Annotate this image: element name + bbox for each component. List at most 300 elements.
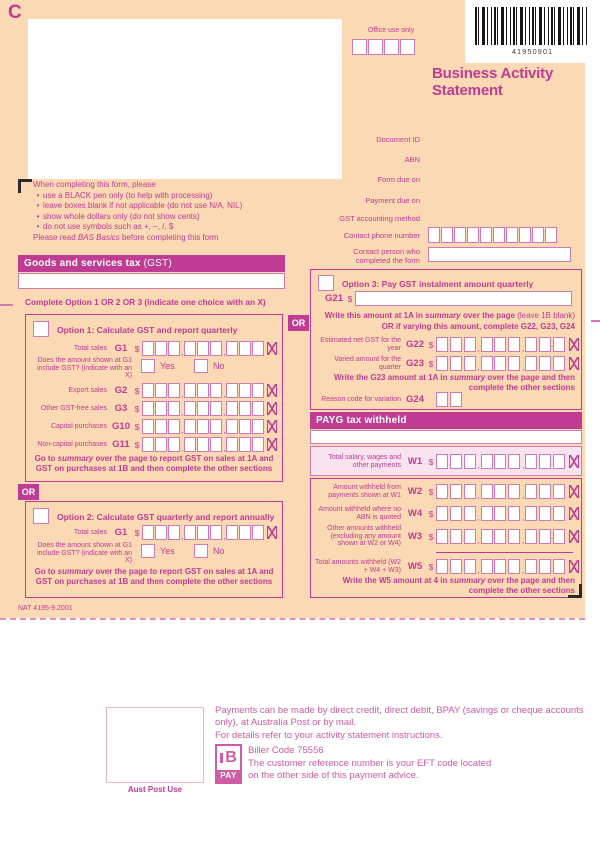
g1-label: Total sales bbox=[73, 344, 107, 352]
input-box[interactable] bbox=[481, 529, 493, 544]
input-box[interactable] bbox=[525, 559, 537, 574]
crn-line2: on the other side of this payment advice. bbox=[248, 770, 419, 781]
input-box[interactable] bbox=[239, 437, 251, 452]
option2-checkbox[interactable] bbox=[33, 508, 49, 524]
cents-crossed-icon bbox=[569, 357, 579, 370]
input-box[interactable] bbox=[467, 227, 479, 243]
input-box[interactable] bbox=[252, 419, 264, 434]
g2-code: G2 bbox=[114, 385, 128, 396]
input-box[interactable] bbox=[184, 525, 196, 540]
input-box[interactable] bbox=[210, 383, 222, 398]
comma-separator: , bbox=[477, 566, 480, 575]
input-box[interactable] bbox=[197, 383, 209, 398]
input-box[interactable] bbox=[197, 525, 209, 540]
g21-code: G21 bbox=[325, 293, 343, 304]
input-box[interactable] bbox=[210, 437, 222, 452]
instructions-footer: Please read BAS Basics before completing this form bbox=[33, 232, 219, 242]
option1-yes-choice bbox=[141, 359, 175, 373]
input-box[interactable] bbox=[226, 383, 238, 398]
dollar-sign: $ bbox=[428, 456, 434, 467]
g3-amount-input[interactable] bbox=[142, 401, 265, 416]
input-box[interactable] bbox=[464, 529, 476, 544]
input-box[interactable] bbox=[539, 484, 551, 499]
input-box[interactable] bbox=[464, 559, 476, 574]
input-box[interactable] bbox=[539, 559, 551, 574]
input-box[interactable] bbox=[519, 227, 531, 243]
input-box[interactable] bbox=[239, 419, 251, 434]
dollar-sign: $ bbox=[428, 339, 434, 350]
input-box[interactable] bbox=[239, 383, 251, 398]
input-box[interactable] bbox=[539, 454, 551, 469]
form-number: NAT 4195-9.2001 bbox=[18, 605, 73, 612]
input-box[interactable] bbox=[553, 506, 565, 521]
dollar-sign: $ bbox=[134, 385, 140, 396]
input-box[interactable] bbox=[494, 454, 506, 469]
bullet-text: do not use symbols such as +, −, /, $ bbox=[43, 222, 174, 232]
input-box[interactable] bbox=[493, 227, 505, 243]
payg-section-header: PAYG tax withheld bbox=[310, 412, 582, 429]
input-box[interactable] bbox=[252, 383, 264, 398]
option1-yes-checkbox[interactable] bbox=[141, 359, 155, 373]
page-title-line2: Statement bbox=[432, 82, 503, 99]
yes-label: Yes bbox=[160, 361, 175, 371]
w1-row bbox=[313, 453, 579, 470]
input-box[interactable] bbox=[441, 227, 453, 243]
comma-separator: , bbox=[477, 513, 480, 522]
g23-row bbox=[313, 355, 579, 372]
or-badge-middle: OR bbox=[288, 315, 309, 331]
option2-g1-code: G1 bbox=[114, 527, 128, 538]
input-box[interactable] bbox=[436, 454, 448, 469]
dollar-sign: $ bbox=[428, 531, 434, 542]
input-box[interactable] bbox=[155, 401, 167, 416]
comma-separator: , bbox=[223, 444, 226, 453]
perforation-line bbox=[0, 618, 585, 620]
option2-title: Option 2: Calculate GST quarterly and report annually bbox=[57, 512, 275, 522]
input-box[interactable] bbox=[168, 383, 180, 398]
comma-separator: , bbox=[181, 390, 184, 399]
input-box[interactable] bbox=[142, 437, 154, 452]
cents-crossed-icon bbox=[569, 560, 579, 573]
input-box[interactable] bbox=[494, 337, 506, 352]
dollar-sign: $ bbox=[347, 293, 353, 304]
input-box[interactable] bbox=[494, 559, 506, 574]
cents-crossed-icon bbox=[569, 455, 579, 468]
gst-complete-option-line: Complete Option 1 OR 2 OR 3 (indicate one choice with an X) bbox=[25, 297, 266, 307]
gst-section-header: Goods and services tax (GST) bbox=[18, 255, 285, 272]
g1-amount-input[interactable] bbox=[142, 341, 265, 356]
input-box[interactable] bbox=[525, 506, 537, 521]
g2-amount-input[interactable] bbox=[142, 383, 265, 398]
barcode bbox=[475, 7, 587, 45]
w4-code: W4 bbox=[407, 508, 423, 519]
input-box[interactable] bbox=[142, 525, 154, 540]
abn-label: ABN bbox=[404, 155, 420, 164]
input-box[interactable] bbox=[553, 337, 565, 352]
input-box[interactable] bbox=[436, 484, 448, 499]
input-box[interactable] bbox=[508, 506, 520, 521]
option1-no-checkbox[interactable] bbox=[194, 359, 208, 373]
option2-g1-row bbox=[32, 524, 277, 541]
w5-code: W5 bbox=[407, 561, 423, 572]
input-box[interactable] bbox=[436, 356, 448, 371]
input-box[interactable] bbox=[436, 392, 448, 407]
input-box[interactable] bbox=[197, 341, 209, 356]
input-box[interactable] bbox=[436, 559, 448, 574]
dollar-sign: $ bbox=[428, 358, 434, 369]
w4-label: Amount withheld where no ABN is quoted bbox=[318, 505, 401, 521]
comma-separator: , bbox=[223, 408, 226, 417]
g2-row bbox=[32, 382, 277, 399]
biller-code: Biller Code 75556 bbox=[248, 745, 324, 756]
cents-crossed-icon bbox=[267, 342, 277, 355]
input-box[interactable] bbox=[506, 227, 518, 243]
option2-g1-amount-input[interactable] bbox=[142, 525, 265, 540]
input-box[interactable] bbox=[210, 525, 222, 540]
office-use-boxes[interactable] bbox=[352, 39, 416, 55]
g22-amount-input[interactable] bbox=[436, 337, 567, 352]
cents-crossed-icon bbox=[569, 485, 579, 498]
w2-label: Amount withheld from payments shown at W1 bbox=[328, 483, 401, 499]
g23-code: G23 bbox=[406, 358, 424, 369]
input-box[interactable] bbox=[494, 484, 506, 499]
bpay-logo bbox=[215, 744, 242, 784]
dollar-sign: $ bbox=[134, 439, 140, 450]
aust-post-use-box bbox=[106, 707, 204, 783]
input-box[interactable] bbox=[553, 559, 565, 574]
comma-separator: , bbox=[477, 344, 480, 353]
corner-bracket-top-left bbox=[18, 179, 32, 193]
input-box[interactable] bbox=[352, 39, 367, 55]
input-box[interactable] bbox=[168, 525, 180, 540]
g21-amount-input[interactable] bbox=[355, 291, 572, 306]
bpay-logo-pay: PAY bbox=[217, 770, 240, 782]
input-box[interactable] bbox=[142, 419, 154, 434]
g3-row bbox=[32, 400, 277, 417]
input-box[interactable] bbox=[539, 337, 551, 352]
input-box[interactable] bbox=[481, 356, 493, 371]
instruction-bullet bbox=[33, 222, 297, 233]
input-box[interactable] bbox=[450, 454, 462, 469]
corner-bracket-bottom-right bbox=[568, 584, 582, 598]
no-label: No bbox=[213, 361, 225, 371]
comma-separator: , bbox=[477, 491, 480, 500]
w3-row bbox=[313, 525, 579, 548]
or-badge-left: OR bbox=[18, 484, 39, 500]
completion-instructions bbox=[33, 180, 297, 244]
input-box[interactable] bbox=[239, 341, 251, 356]
input-box[interactable] bbox=[226, 419, 238, 434]
barcode-patch bbox=[465, 0, 600, 63]
comma-separator: , bbox=[522, 513, 525, 522]
comma-separator: , bbox=[181, 348, 184, 357]
input-box[interactable] bbox=[155, 419, 167, 434]
input-box[interactable] bbox=[464, 356, 476, 371]
option3-note2: OR if varying this amount, complete G22, G23, G24 bbox=[381, 322, 575, 331]
payg-footer: Write the W5 amount at 4 in summary over the page and then complete the other sections bbox=[342, 576, 575, 595]
comma-separator: , bbox=[181, 532, 184, 541]
input-box[interactable] bbox=[450, 337, 462, 352]
input-box[interactable] bbox=[239, 401, 251, 416]
input-box[interactable] bbox=[168, 437, 180, 452]
input-box[interactable] bbox=[545, 227, 557, 243]
instructions-intro: When completing this form, please bbox=[33, 180, 156, 189]
input-box[interactable] bbox=[142, 401, 154, 416]
input-box[interactable] bbox=[494, 529, 506, 544]
input-box[interactable] bbox=[239, 525, 251, 540]
input-box[interactable] bbox=[155, 525, 167, 540]
office-use-label: Office use only bbox=[367, 27, 415, 34]
input-box[interactable] bbox=[197, 419, 209, 434]
contact-person-label: Contact person who completed the form bbox=[353, 247, 420, 265]
option1-checkbox[interactable] bbox=[33, 321, 49, 337]
w3-code: W3 bbox=[407, 531, 423, 542]
input-box[interactable] bbox=[508, 454, 520, 469]
input-box[interactable] bbox=[384, 39, 399, 55]
payment-details-text: For details refer to your activity statement instructions. bbox=[215, 730, 443, 741]
contact-phone-label: Contact phone number bbox=[343, 231, 420, 240]
input-box[interactable] bbox=[184, 419, 196, 434]
g23-label: Varied amount for the quarter bbox=[334, 355, 401, 371]
input-box[interactable] bbox=[553, 529, 565, 544]
input-box[interactable] bbox=[436, 529, 448, 544]
option2-yes-choice bbox=[141, 544, 175, 558]
input-box[interactable] bbox=[400, 39, 415, 55]
input-box[interactable] bbox=[168, 419, 180, 434]
input-box[interactable] bbox=[155, 383, 167, 398]
w4-row bbox=[313, 505, 579, 522]
input-box[interactable] bbox=[525, 484, 537, 499]
dollar-sign: $ bbox=[428, 561, 434, 572]
w1-label: Total salary, wages and other payments bbox=[328, 453, 401, 469]
bullet-text: leave boxes blank if not applicable (do not use N/A, NIL) bbox=[43, 201, 243, 211]
g24-row bbox=[313, 391, 464, 408]
option1-no-choice bbox=[194, 359, 225, 373]
input-box[interactable] bbox=[464, 484, 476, 499]
input-box[interactable] bbox=[525, 529, 537, 544]
g3-code: G3 bbox=[114, 403, 128, 414]
no-label: No bbox=[213, 546, 225, 556]
sum-divider-line bbox=[436, 552, 573, 553]
g11-code: G11 bbox=[112, 439, 130, 450]
document-id-label: Document ID bbox=[376, 135, 420, 144]
input-box[interactable] bbox=[481, 337, 493, 352]
dollar-sign: $ bbox=[134, 403, 140, 414]
cents-crossed-icon bbox=[569, 338, 579, 351]
barcode-number: 41950901 bbox=[511, 47, 554, 56]
comma-separator: , bbox=[223, 426, 226, 435]
gst-header-blank-strip bbox=[18, 273, 285, 289]
payment-methods-text: Payments can be made by direct credit, direct debit, BPAY (savings or cheque accounts only), at Australia Post or by mail. bbox=[215, 705, 584, 728]
input-box[interactable] bbox=[184, 401, 196, 416]
comma-separator: , bbox=[223, 532, 226, 541]
input-box[interactable] bbox=[226, 437, 238, 452]
input-box[interactable] bbox=[210, 419, 222, 434]
input-box[interactable] bbox=[481, 506, 493, 521]
option1-title: Option 1: Calculate GST and report quarterly bbox=[57, 325, 238, 335]
bullet-text: show whole dollars only (do not show cents) bbox=[43, 211, 200, 221]
crn-line1: The customer reference number is your EFT code located bbox=[248, 758, 492, 769]
input-box[interactable] bbox=[553, 356, 565, 371]
input-box[interactable] bbox=[508, 529, 520, 544]
input-box[interactable] bbox=[197, 401, 209, 416]
g10-amount-input[interactable] bbox=[142, 419, 265, 434]
g3-label: Other GST-free sales bbox=[40, 404, 107, 412]
input-box[interactable] bbox=[436, 337, 448, 352]
input-box[interactable] bbox=[210, 401, 222, 416]
input-box[interactable] bbox=[252, 437, 264, 452]
payg-box bbox=[310, 478, 582, 598]
w5-row bbox=[313, 558, 579, 575]
input-box[interactable] bbox=[142, 383, 154, 398]
input-box[interactable] bbox=[428, 227, 440, 243]
input-box[interactable] bbox=[450, 559, 462, 574]
input-box[interactable] bbox=[464, 506, 476, 521]
input-box[interactable] bbox=[454, 227, 466, 243]
input-box[interactable] bbox=[197, 437, 209, 452]
option2-yes-checkbox[interactable] bbox=[141, 544, 155, 558]
option1-gst-question: Does the amount shown at G1 include GST? (indicate with an X) bbox=[37, 357, 132, 380]
input-box[interactable] bbox=[481, 454, 493, 469]
w1-amount-input[interactable] bbox=[436, 454, 567, 469]
bpay-dot-icon bbox=[220, 753, 223, 763]
option2-g1-label: Total sales bbox=[73, 528, 107, 536]
input-box[interactable] bbox=[494, 506, 506, 521]
input-box[interactable] bbox=[184, 341, 196, 356]
option3-note3: Write the G23 amount at 1A in summary over the page and then complete the other sections bbox=[334, 373, 575, 392]
input-box[interactable] bbox=[210, 341, 222, 356]
input-box[interactable] bbox=[450, 529, 462, 544]
w5-label: Total amounts withheld (W2 + W4 + W3) bbox=[315, 558, 401, 574]
input-box[interactable] bbox=[539, 356, 551, 371]
dollar-sign: $ bbox=[428, 508, 434, 519]
input-box[interactable] bbox=[184, 437, 196, 452]
option2-no-checkbox[interactable] bbox=[194, 544, 208, 558]
g22-row bbox=[313, 336, 579, 353]
option2-gst-question: Does the amount shown at G1 include GST? (indicate with an X) bbox=[37, 542, 132, 565]
input-box[interactable] bbox=[450, 484, 462, 499]
input-box[interactable] bbox=[168, 341, 180, 356]
comma-separator: , bbox=[181, 426, 184, 435]
aust-post-use-label: Aust Post Use bbox=[127, 785, 183, 794]
input-box[interactable] bbox=[539, 506, 551, 521]
g11-amount-input[interactable] bbox=[142, 437, 265, 452]
g21-row bbox=[323, 290, 572, 307]
comma-separator: , bbox=[223, 348, 226, 357]
input-box[interactable] bbox=[226, 341, 238, 356]
input-box[interactable] bbox=[436, 506, 448, 521]
option3-title: Option 3: Pay GST instalment amount quarterly bbox=[342, 279, 534, 289]
input-box[interactable] bbox=[525, 356, 537, 371]
cents-crossed-icon bbox=[569, 530, 579, 543]
input-box[interactable] bbox=[464, 454, 476, 469]
g23-amount-input[interactable] bbox=[436, 356, 567, 371]
input-box[interactable] bbox=[481, 559, 493, 574]
bullet-icon: • bbox=[36, 201, 40, 211]
instruction-bullet bbox=[33, 201, 297, 212]
input-box[interactable] bbox=[252, 401, 264, 416]
input-box[interactable] bbox=[508, 484, 520, 499]
option3-checkbox[interactable] bbox=[318, 275, 334, 291]
contact-phone-input[interactable] bbox=[428, 227, 558, 243]
input-box[interactable] bbox=[226, 525, 238, 540]
payg-header-blank-strip bbox=[310, 430, 582, 444]
input-box[interactable] bbox=[539, 529, 551, 544]
input-box[interactable] bbox=[532, 227, 544, 243]
input-box[interactable] bbox=[252, 341, 264, 356]
page-title bbox=[432, 65, 590, 99]
g24-reason-code-input[interactable] bbox=[436, 392, 464, 407]
bpay-logo-b: B bbox=[217, 746, 240, 770]
g22-label: Estimated net GST for the year bbox=[320, 336, 401, 352]
input-box[interactable] bbox=[508, 356, 520, 371]
w5-amount-input[interactable] bbox=[436, 559, 567, 574]
input-box[interactable] bbox=[450, 356, 462, 371]
comma-separator: , bbox=[181, 444, 184, 453]
page-title-line1: Business Activity bbox=[432, 65, 554, 82]
input-box[interactable] bbox=[525, 337, 537, 352]
input-box[interactable] bbox=[252, 525, 264, 540]
input-box[interactable] bbox=[508, 337, 520, 352]
w3-label: Other amounts withheld (excluding any amount shown at W2 or W4) bbox=[327, 525, 401, 548]
comma-separator: , bbox=[477, 461, 480, 470]
input-box[interactable] bbox=[450, 392, 462, 407]
instruction-bullet bbox=[33, 191, 297, 202]
input-box[interactable] bbox=[480, 227, 492, 243]
input-box[interactable] bbox=[142, 341, 154, 356]
bullet-icon: • bbox=[36, 211, 40, 221]
address-window bbox=[28, 19, 342, 179]
dollar-sign: $ bbox=[134, 421, 140, 432]
input-box[interactable] bbox=[481, 484, 493, 499]
w4-amount-input[interactable] bbox=[436, 506, 567, 521]
option3-note1: Write this amount at 1A in summary over the page (leave 1B blank) bbox=[324, 311, 575, 320]
contact-person-input[interactable] bbox=[428, 247, 571, 262]
cents-crossed-icon bbox=[267, 384, 277, 397]
comma-separator: , bbox=[477, 536, 480, 545]
g10-code: G10 bbox=[112, 421, 130, 432]
yes-label: Yes bbox=[160, 546, 175, 556]
input-box[interactable] bbox=[553, 454, 565, 469]
comma-separator: , bbox=[522, 344, 525, 353]
input-box[interactable] bbox=[508, 559, 520, 574]
input-box[interactable] bbox=[553, 484, 565, 499]
gst-option2-box bbox=[25, 501, 283, 598]
input-box[interactable] bbox=[168, 401, 180, 416]
input-box[interactable] bbox=[155, 437, 167, 452]
input-box[interactable] bbox=[368, 39, 383, 55]
input-box[interactable] bbox=[494, 356, 506, 371]
comma-separator: , bbox=[477, 363, 480, 372]
input-box[interactable] bbox=[450, 506, 462, 521]
w2-amount-input[interactable] bbox=[436, 484, 567, 499]
cents-crossed-icon bbox=[267, 402, 277, 415]
dollar-sign: $ bbox=[134, 343, 140, 354]
comma-separator: , bbox=[181, 408, 184, 417]
right-registration-mark bbox=[591, 320, 600, 322]
input-box[interactable] bbox=[464, 337, 476, 352]
input-box[interactable] bbox=[184, 383, 196, 398]
cents-crossed-icon bbox=[569, 507, 579, 520]
g1-code: G1 bbox=[114, 343, 128, 354]
form-due-on-label: Form due on bbox=[377, 175, 420, 184]
input-box[interactable] bbox=[525, 454, 537, 469]
comma-separator: , bbox=[522, 566, 525, 575]
w3-amount-input[interactable] bbox=[436, 529, 567, 544]
input-box[interactable] bbox=[226, 401, 238, 416]
input-box[interactable] bbox=[155, 341, 167, 356]
w1-code: W1 bbox=[407, 456, 423, 467]
